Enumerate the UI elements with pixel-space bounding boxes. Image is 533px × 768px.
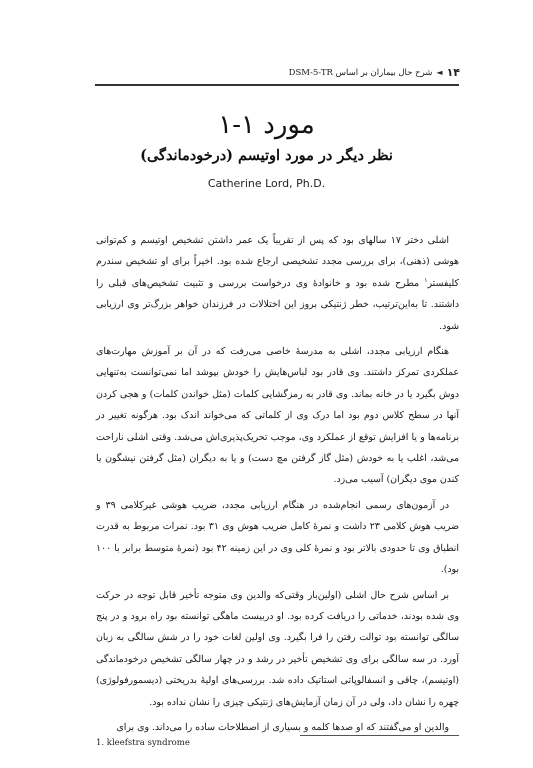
footnote-divider	[300, 735, 459, 736]
author-name: Catherine Lord, Ph.D.	[207, 177, 326, 190]
running-title: شرح حال بیماران بر اساس DSM-5-TR	[288, 67, 433, 78]
case-subtitle: نظر دیگر در مورد اوتیسم (درخودماندگی)	[140, 147, 393, 164]
paragraph-2: هنگام ارزیابی مجدد، اشلی به مدرسهٔ خاصی می‌رفت که در آن بر آموزش مهارت‌های عملکردی تمرکز داشتند. وی قادر بود لباس‌هایش را خودش بپوشد اما نمی‌توانست به‌تنهایی دوش بگیرد یا در خانه بماند. وی قادر به رمزگشایی کلمات (مثل خواندن کلمات) و هجی کردن آنها در سطح کلاس دوم بود اما درک وی از کلماتی که می‌خواند اندک بود. هرگونه تغییر در برنامه‌ها و یا افزایش توقع از عملکرد وی، موجب تحریک‌پذیری‌اش می‌شد. وقتی اشلی ناراحت می‌شد، اغلب یا به خودش (مثل گاز گرفتن مچ دست) و یا به دیگران (مثل گرفتن نیشگون یا کندن موی دیگران) آسیب می‌زد.	[96, 346, 459, 486]
body-text	[96, 230, 459, 742]
running-header	[288, 66, 460, 79]
page-number: ۱۴	[446, 66, 460, 79]
paragraph-5: والدین او می‌گفتند که او صدها کلمه و بسیاری از اصطلاحات ساده را می‌داند. وی برای	[116, 721, 449, 733]
paragraph-3: در آزمون‌های رسمی انجام‌شده در هنگام ارزیابی مجدد، ضریب هوشی غیرکلامی ۳۹ و ضریب هوش کلامی ۲۳ داشت و نمرهٔ کامل ضریب هوش وی ۳۱ بود. نمرات مربوط به قدرت انطباق وی تا حدودی بالاتر بود و نمرهٔ کلی وی در این زمینه ۴۲ بود (نمرهٔ متوسط برابر با ۱۰۰ بود).	[96, 499, 459, 576]
paragraph-1-text-rest: مطرح شده بود و خانوادهٔ وی درخواست بررسی و تثبیت تشخیص‌های قبلی را داشتند. تا به‌این‌ترتیب، خطر ژنتیکی بروز این اختلالات در فرزندان خواهر بزرگ‌تر وی ارزیابی شود.	[96, 277, 459, 332]
paragraph-1	[96, 230, 459, 337]
footnote: 1. kleefstra syndrome	[96, 738, 190, 748]
header-divider	[95, 84, 459, 86]
case-title: مورد ۱-۱	[218, 110, 315, 140]
paragraph-1-text: اشلی دختر ۱۷ سالهای بود که پس از تقریباً یک عمر داشتن تشخیص اوتیسم و کم‌توانی هوشی (ذهنی)، برای بررسی مجدد تشخیصی ارجاع شده بود. اخیراً برای او تشخیص سندرم کلیفستر	[96, 235, 459, 289]
footnote-marker: ۱	[424, 276, 428, 284]
paragraph-4: بر اساس شرح حال اشلی (اولین‌بار وقتی‌که والدین وی متوجه تأخیر قابل توجه در حرکت وی شده بودند، خدماتی را دریافت کرده بود. او دربیست ماهگی توانسته بود راه برود و در پنج سالگی توانسته بود توالت رفتن را فرا بگیرد. وی اولین لغات خود را در شش سالگی به زبان آورد. در سه سالگی برای وی تشخیص تأخیر در رشد و در چهار سالگی تشخیص درخودماندگی (اوتیسم)، چاقی و انسفالوپاتی استاتیک داده شد. بررسی‌های اولیهٔ بدریختی (دیسمورفولوژی) چهره را نشان داد، ولی در آن زمان آزمایش‌های ژنتیکی چیزی را نشان نداده بود.	[96, 589, 459, 708]
arrow-icon: ◄	[436, 68, 443, 77]
